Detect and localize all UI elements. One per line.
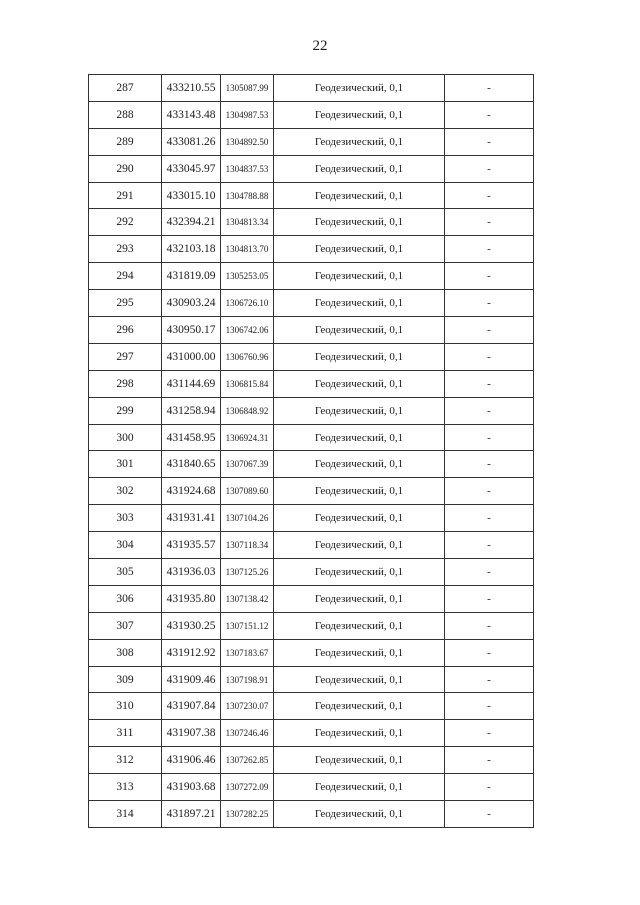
- table-row: [89, 343, 534, 370]
- point-number-cell: 304: [89, 532, 162, 559]
- point-number-cell: 311: [89, 720, 162, 747]
- method-accuracy-cell: Геодезический, 0,1: [274, 720, 445, 747]
- description-cell: -: [445, 424, 534, 451]
- x-coordinate-cell: 431930.25: [162, 612, 221, 639]
- point-number-cell: 294: [89, 263, 162, 290]
- method-accuracy-cell: Геодезический, 0,1: [274, 693, 445, 720]
- method-accuracy-cell: Геодезический, 0,1: [274, 182, 445, 209]
- y-coordinate-cell: 1306742.06: [221, 317, 274, 344]
- description-cell: -: [445, 801, 534, 828]
- table-row: [89, 585, 534, 612]
- method-accuracy-cell: Геодезический, 0,1: [274, 801, 445, 828]
- y-coordinate-cell: 1305087.99: [221, 75, 274, 102]
- point-number-cell: 287: [89, 75, 162, 102]
- point-number-cell: 314: [89, 801, 162, 828]
- method-accuracy-cell: Геодезический, 0,1: [274, 290, 445, 317]
- table-row: [89, 801, 534, 828]
- method-accuracy-cell: Геодезический, 0,1: [274, 370, 445, 397]
- table-row: [89, 451, 534, 478]
- y-coordinate-cell: 1305253.05: [221, 263, 274, 290]
- y-coordinate-cell: 1304813.34: [221, 209, 274, 236]
- description-cell: -: [445, 397, 534, 424]
- y-coordinate-cell: 1307067.39: [221, 451, 274, 478]
- point-number-cell: 288: [89, 101, 162, 128]
- method-accuracy-cell: Геодезический, 0,1: [274, 478, 445, 505]
- x-coordinate-cell: 431840.65: [162, 451, 221, 478]
- description-cell: -: [445, 720, 534, 747]
- description-cell: -: [445, 693, 534, 720]
- point-number-cell: 309: [89, 666, 162, 693]
- method-accuracy-cell: Геодезический, 0,1: [274, 155, 445, 182]
- y-coordinate-cell: 1306815.84: [221, 370, 274, 397]
- method-accuracy-cell: Геодезический, 0,1: [274, 424, 445, 451]
- table-row: [89, 532, 534, 559]
- method-accuracy-cell: Геодезический, 0,1: [274, 75, 445, 102]
- x-coordinate-cell: 431907.84: [162, 693, 221, 720]
- x-coordinate-cell: 431819.09: [162, 263, 221, 290]
- method-accuracy-cell: Геодезический, 0,1: [274, 101, 445, 128]
- point-number-cell: 295: [89, 290, 162, 317]
- description-cell: -: [445, 263, 534, 290]
- x-coordinate-cell: 431924.68: [162, 478, 221, 505]
- x-coordinate-cell: 433045.97: [162, 155, 221, 182]
- x-coordinate-cell: 431907.38: [162, 720, 221, 747]
- description-cell: -: [445, 478, 534, 505]
- y-coordinate-cell: 1304837.53: [221, 155, 274, 182]
- y-coordinate-cell: 1307151.12: [221, 612, 274, 639]
- x-coordinate-cell: 431936.03: [162, 559, 221, 586]
- description-cell: -: [445, 343, 534, 370]
- y-coordinate-cell: 1304987.53: [221, 101, 274, 128]
- coordinates-table: [88, 74, 534, 828]
- table-row: [89, 639, 534, 666]
- table-row: [89, 693, 534, 720]
- x-coordinate-cell: 431903.68: [162, 774, 221, 801]
- description-cell: -: [445, 585, 534, 612]
- table-row: [89, 236, 534, 263]
- point-number-cell: 291: [89, 182, 162, 209]
- x-coordinate-cell: 432103.18: [162, 236, 221, 263]
- description-cell: -: [445, 182, 534, 209]
- description-cell: -: [445, 612, 534, 639]
- x-coordinate-cell: 431935.57: [162, 532, 221, 559]
- y-coordinate-cell: 1307125.26: [221, 559, 274, 586]
- y-coordinate-cell: 1306924.31: [221, 424, 274, 451]
- description-cell: -: [445, 290, 534, 317]
- y-coordinate-cell: 1307198.91: [221, 666, 274, 693]
- table-row: [89, 155, 534, 182]
- x-coordinate-cell: 430903.24: [162, 290, 221, 317]
- method-accuracy-cell: Геодезический, 0,1: [274, 343, 445, 370]
- description-cell: -: [445, 774, 534, 801]
- x-coordinate-cell: 431000.00: [162, 343, 221, 370]
- y-coordinate-cell: 1307272.09: [221, 774, 274, 801]
- x-coordinate-cell: 431258.94: [162, 397, 221, 424]
- description-cell: -: [445, 639, 534, 666]
- point-number-cell: 301: [89, 451, 162, 478]
- description-cell: -: [445, 209, 534, 236]
- table-row: [89, 720, 534, 747]
- y-coordinate-cell: 1307183.67: [221, 639, 274, 666]
- table-row: [89, 290, 534, 317]
- table-row: [89, 424, 534, 451]
- x-coordinate-cell: 431931.41: [162, 505, 221, 532]
- point-number-cell: 307: [89, 612, 162, 639]
- table-row: [89, 263, 534, 290]
- y-coordinate-cell: 1307089.60: [221, 478, 274, 505]
- description-cell: -: [445, 666, 534, 693]
- method-accuracy-cell: Геодезический, 0,1: [274, 612, 445, 639]
- point-number-cell: 296: [89, 317, 162, 344]
- point-number-cell: 305: [89, 559, 162, 586]
- method-accuracy-cell: Геодезический, 0,1: [274, 666, 445, 693]
- x-coordinate-cell: 431909.46: [162, 666, 221, 693]
- table-row: [89, 75, 534, 102]
- x-coordinate-cell: 431458.95: [162, 424, 221, 451]
- point-number-cell: 299: [89, 397, 162, 424]
- table-row: [89, 559, 534, 586]
- coordinates-table-body: [89, 75, 534, 828]
- description-cell: -: [445, 532, 534, 559]
- description-cell: -: [445, 505, 534, 532]
- method-accuracy-cell: Геодезический, 0,1: [274, 559, 445, 586]
- y-coordinate-cell: 1304788.88: [221, 182, 274, 209]
- method-accuracy-cell: Геодезический, 0,1: [274, 585, 445, 612]
- point-number-cell: 290: [89, 155, 162, 182]
- method-accuracy-cell: Геодезический, 0,1: [274, 317, 445, 344]
- y-coordinate-cell: 1307282.25: [221, 801, 274, 828]
- table-row: [89, 505, 534, 532]
- table-row: [89, 747, 534, 774]
- y-coordinate-cell: 1304813.70: [221, 236, 274, 263]
- x-coordinate-cell: 431912.92: [162, 639, 221, 666]
- x-coordinate-cell: 431935.80: [162, 585, 221, 612]
- point-number-cell: 306: [89, 585, 162, 612]
- table-row: [89, 774, 534, 801]
- x-coordinate-cell: 433143.48: [162, 101, 221, 128]
- y-coordinate-cell: 1307118.34: [221, 532, 274, 559]
- x-coordinate-cell: 433081.26: [162, 128, 221, 155]
- description-cell: -: [445, 370, 534, 397]
- table-row: [89, 666, 534, 693]
- y-coordinate-cell: 1307138.42: [221, 585, 274, 612]
- method-accuracy-cell: Геодезический, 0,1: [274, 263, 445, 290]
- method-accuracy-cell: Геодезический, 0,1: [274, 209, 445, 236]
- point-number-cell: 292: [89, 209, 162, 236]
- point-number-cell: 297: [89, 343, 162, 370]
- point-number-cell: 308: [89, 639, 162, 666]
- method-accuracy-cell: Геодезический, 0,1: [274, 774, 445, 801]
- y-coordinate-cell: 1306848.92: [221, 397, 274, 424]
- table-row: [89, 209, 534, 236]
- x-coordinate-cell: 433015.10: [162, 182, 221, 209]
- method-accuracy-cell: Геодезический, 0,1: [274, 747, 445, 774]
- y-coordinate-cell: 1307246.46: [221, 720, 274, 747]
- x-coordinate-cell: 430950.17: [162, 317, 221, 344]
- method-accuracy-cell: Геодезический, 0,1: [274, 532, 445, 559]
- point-number-cell: 313: [89, 774, 162, 801]
- description-cell: -: [445, 155, 534, 182]
- point-number-cell: 289: [89, 128, 162, 155]
- page-number: 22: [312, 38, 328, 54]
- description-cell: -: [445, 236, 534, 263]
- method-accuracy-cell: Геодезический, 0,1: [274, 236, 445, 263]
- method-accuracy-cell: Геодезический, 0,1: [274, 451, 445, 478]
- method-accuracy-cell: Геодезический, 0,1: [274, 505, 445, 532]
- x-coordinate-cell: 431906.46: [162, 747, 221, 774]
- y-coordinate-cell: 1307262.85: [221, 747, 274, 774]
- y-coordinate-cell: 1307230.07: [221, 693, 274, 720]
- x-coordinate-cell: 433210.55: [162, 75, 221, 102]
- y-coordinate-cell: 1307104.26: [221, 505, 274, 532]
- description-cell: -: [445, 128, 534, 155]
- point-number-cell: 300: [89, 424, 162, 451]
- x-coordinate-cell: 431897.21: [162, 801, 221, 828]
- table-row: [89, 370, 534, 397]
- point-number-cell: 293: [89, 236, 162, 263]
- table-row: [89, 182, 534, 209]
- y-coordinate-cell: 1306760.96: [221, 343, 274, 370]
- table-row: [89, 397, 534, 424]
- table-row: [89, 128, 534, 155]
- description-cell: -: [445, 75, 534, 102]
- table-row: [89, 317, 534, 344]
- y-coordinate-cell: 1304892.50: [221, 128, 274, 155]
- y-coordinate-cell: 1306726.10: [221, 290, 274, 317]
- table-row: [89, 478, 534, 505]
- table-row: [89, 612, 534, 639]
- method-accuracy-cell: Геодезический, 0,1: [274, 128, 445, 155]
- description-cell: -: [445, 559, 534, 586]
- description-cell: -: [445, 317, 534, 344]
- table-row: [89, 101, 534, 128]
- description-cell: -: [445, 451, 534, 478]
- point-number-cell: 298: [89, 370, 162, 397]
- x-coordinate-cell: 431144.69: [162, 370, 221, 397]
- point-number-cell: 310: [89, 693, 162, 720]
- method-accuracy-cell: Геодезический, 0,1: [274, 397, 445, 424]
- point-number-cell: 312: [89, 747, 162, 774]
- method-accuracy-cell: Геодезический, 0,1: [274, 639, 445, 666]
- description-cell: -: [445, 747, 534, 774]
- description-cell: -: [445, 101, 534, 128]
- point-number-cell: 302: [89, 478, 162, 505]
- point-number-cell: 303: [89, 505, 162, 532]
- x-coordinate-cell: 432394.21: [162, 209, 221, 236]
